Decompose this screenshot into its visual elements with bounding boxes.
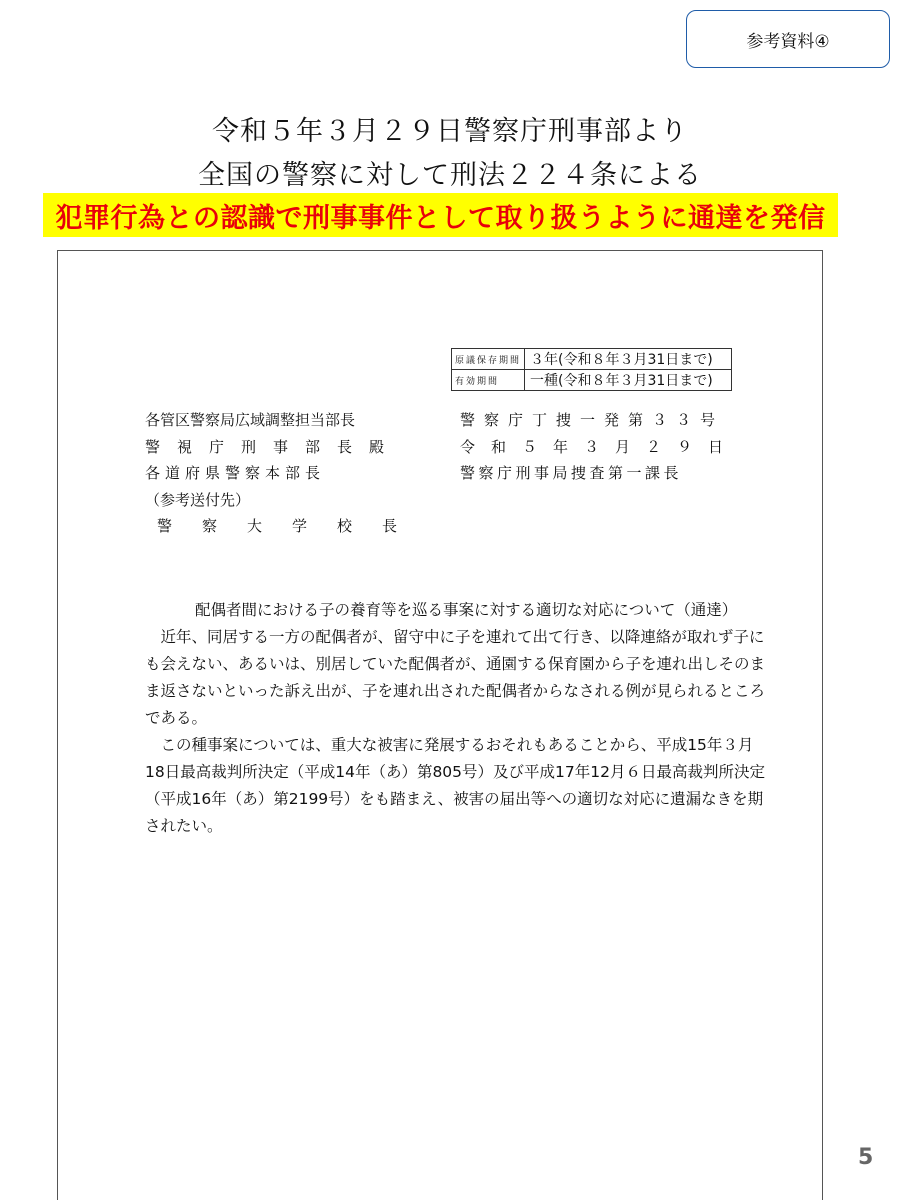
validity-value: 一種(令和８年３月31日まで) xyxy=(525,370,732,391)
issuing-office: 警察庁刑事局捜査第一課長 xyxy=(460,464,683,482)
notice-body xyxy=(145,597,765,840)
addressee: 警察大学校長 xyxy=(157,517,428,535)
addressee: 各管区警察局広域調整担当部長 xyxy=(145,411,356,429)
reference-badge: 参考資料④ xyxy=(686,10,890,68)
page-number: 5 xyxy=(858,1145,874,1170)
headline-line-2: 全国の警察に対して刑法２２４条による xyxy=(198,160,702,191)
cc-label: （参考送付先） xyxy=(145,490,251,509)
notice-paragraph: 近年、同居する一方の配偶者が、留守中に子を連れて出て行き、以降連絡が取れず子にも会えない、あるいは、別居していた配偶者が、通園する保育園から子を連れ出しそのまま返さないといった訴え出が、子を連れ出された配偶者からなされる例が見られるところである。 xyxy=(145,628,766,727)
document-number: 警察庁丁捜一発第３３号 xyxy=(460,411,725,429)
headline-line-3: 犯罪行為との認識で刑事事件として取り扱うように通達を発信 xyxy=(55,202,826,234)
notice-subject: 配偶者間における子の養育等を巡る事案に対する適切な対応について（通達） xyxy=(195,601,738,619)
addressee: 各道府県警察本部長 xyxy=(145,464,326,482)
addressee-block xyxy=(145,407,427,540)
retention-label: 原議保存期間 xyxy=(452,349,525,370)
retention-table xyxy=(451,348,732,391)
issuer-block xyxy=(460,407,739,487)
retention-value: ３年(令和８年３月31日まで) xyxy=(525,349,732,370)
validity-label: 有効期間 xyxy=(452,370,525,391)
notice-paragraph: この種事案については、重大な被害に発展するおそれもあることから、平成15年３月18日最高裁判所決定（平成14年（あ）第805号）及び平成17年12月６日最高裁判所決定（平成16年（あ）第2199号）をも踏まえ、被害の届出等への適切な対応に遺漏なきを期されたい。 xyxy=(145,736,765,835)
headline-line-1: 令和５年３月２９日警察庁刑事部より xyxy=(212,116,688,147)
headline-highlight xyxy=(43,193,838,237)
validity-row xyxy=(452,370,732,391)
document-date: 令和５年３月２９日 xyxy=(460,437,740,456)
retention-row xyxy=(452,349,732,370)
addressee: 警視庁刑事部長殿 xyxy=(145,437,402,456)
